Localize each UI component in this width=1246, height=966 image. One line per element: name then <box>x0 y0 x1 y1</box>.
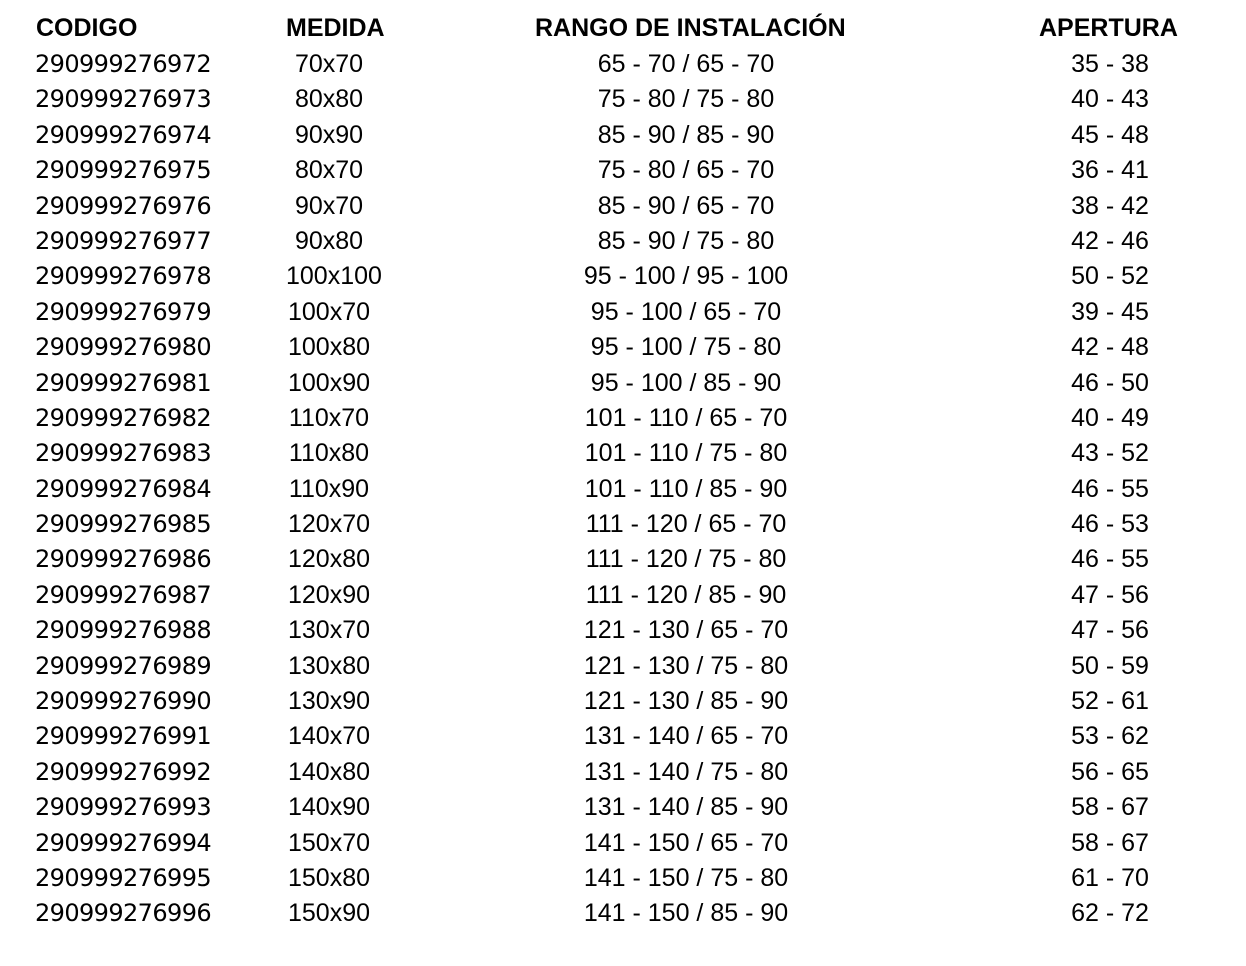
cell-rango-de-instalacion: 131 - 140 / 65 - 70 <box>583 722 789 751</box>
cell-medida: 80x70 <box>294 156 364 185</box>
cell-rango-de-instalacion: 85 - 90 / 85 - 90 <box>597 120 775 149</box>
cell-rango-de-instalacion: 131 - 140 / 85 - 90 <box>583 793 789 822</box>
table-row <box>0 224 1246 259</box>
cell-rango-de-instalacion: 95 - 100 / 85 - 90 <box>590 368 782 397</box>
table-row <box>0 189 1246 224</box>
cell-rango-de-instalacion: 95 - 100 / 95 - 100 <box>583 262 789 291</box>
cell-apertura: 47 - 56 <box>1071 616 1149 645</box>
table-row <box>0 684 1246 719</box>
cell-codigo: 290999276994 <box>35 828 212 857</box>
cell-rango-de-instalacion: 65 - 70 / 65 - 70 <box>597 50 775 78</box>
cell-apertura: 53 - 62 <box>1071 722 1149 751</box>
cell-codigo: 290999276978 <box>35 262 212 291</box>
cell-apertura: 46 - 53 <box>1071 510 1149 539</box>
cell-rango-de-instalacion: 131 - 140 / 75 - 80 <box>583 757 789 786</box>
cell-rango-de-instalacion: 141 - 150 / 75 - 80 <box>583 863 789 892</box>
cell-medida: 90x70 <box>294 191 364 220</box>
table-row <box>0 472 1246 507</box>
cell-rango-de-instalacion: 141 - 150 / 65 - 70 <box>583 828 789 857</box>
table-row <box>0 82 1246 117</box>
table-row <box>0 826 1246 861</box>
cell-rango-de-instalacion: 121 - 130 / 85 - 90 <box>583 687 789 716</box>
table-row <box>0 790 1246 825</box>
header-medida: MEDIDA <box>286 14 385 42</box>
cell-rango-de-instalacion: 111 - 120 / 65 - 70 <box>585 510 787 539</box>
cell-rango-de-instalacion: 75 - 80 / 65 - 70 <box>597 156 775 185</box>
table-row <box>0 436 1246 471</box>
table-row <box>0 153 1246 188</box>
table-body <box>0 47 1246 932</box>
cell-medida: 110x70 <box>288 403 370 432</box>
cell-codigo: 290999276973 <box>35 85 212 114</box>
cell-codigo: 290999276972 <box>35 50 212 78</box>
cell-codigo: 290999276974 <box>35 120 212 149</box>
cell-apertura: 40 - 43 <box>1071 85 1149 114</box>
cell-rango-de-instalacion: 85 - 90 / 65 - 70 <box>597 191 775 220</box>
cell-codigo: 290999276981 <box>35 368 212 397</box>
cell-apertura: 58 - 67 <box>1071 828 1149 857</box>
table-row <box>0 861 1246 896</box>
cell-medida: 130x80 <box>287 651 371 680</box>
cell-medida: 90x80 <box>294 226 364 255</box>
table-row <box>0 507 1246 542</box>
cell-codigo: 290999276977 <box>35 226 212 255</box>
cell-rango-de-instalacion: 101 - 110 / 65 - 70 <box>584 403 788 432</box>
cell-medida: 100x90 <box>287 368 371 397</box>
cell-medida: 140x90 <box>287 793 371 822</box>
cell-apertura: 61 - 70 <box>1071 863 1149 892</box>
cell-apertura: 39 - 45 <box>1071 297 1149 326</box>
table-row <box>0 755 1246 790</box>
table-row <box>0 295 1246 330</box>
table-row <box>0 896 1246 931</box>
cell-rango-de-instalacion: 85 - 90 / 75 - 80 <box>597 226 775 255</box>
cell-medida: 110x90 <box>288 474 370 503</box>
cell-medida: 100x100 <box>286 262 382 291</box>
cell-codigo: 290999276985 <box>35 510 212 539</box>
table-header-row <box>0 10 1246 46</box>
header-rango-de-instalacion: RANGO DE INSTALACIÓN <box>535 14 846 42</box>
cell-medida: 150x90 <box>287 899 371 928</box>
cell-medida: 80x80 <box>294 85 364 114</box>
cell-codigo: 290999276980 <box>35 333 212 362</box>
cell-apertura: 45 - 48 <box>1071 120 1149 149</box>
cell-apertura: 46 - 55 <box>1071 545 1149 574</box>
cell-apertura: 40 - 49 <box>1071 403 1149 432</box>
cell-apertura: 36 - 41 <box>1071 156 1149 185</box>
table-row <box>0 47 1246 82</box>
cell-apertura: 50 - 59 <box>1071 651 1149 680</box>
cell-medida: 100x70 <box>287 297 371 326</box>
cell-rango-de-instalacion: 101 - 110 / 75 - 80 <box>584 439 788 468</box>
cell-medida: 140x80 <box>287 757 371 786</box>
cell-apertura: 56 - 65 <box>1071 757 1149 786</box>
header-codigo: CODIGO <box>36 14 138 42</box>
cell-rango-de-instalacion: 111 - 120 / 85 - 90 <box>585 580 787 609</box>
cell-rango-de-instalacion: 75 - 80 / 75 - 80 <box>597 85 775 114</box>
cell-codigo: 290999276983 <box>35 439 212 468</box>
cell-codigo: 290999276976 <box>35 191 212 220</box>
cell-codigo: 290999276990 <box>35 687 212 716</box>
cell-medida: 120x90 <box>287 580 371 609</box>
cell-apertura: 42 - 46 <box>1071 226 1149 255</box>
cell-codigo: 290999276993 <box>35 793 212 822</box>
cell-apertura: 46 - 50 <box>1071 368 1149 397</box>
table-row <box>0 613 1246 648</box>
cell-apertura: 43 - 52 <box>1071 439 1149 468</box>
cell-medida: 110x80 <box>288 439 370 468</box>
table-row <box>0 401 1246 436</box>
cell-medida: 90x90 <box>294 120 364 149</box>
cell-apertura: 52 - 61 <box>1071 687 1149 716</box>
cell-medida: 150x80 <box>287 863 371 892</box>
table-row <box>0 649 1246 684</box>
cell-apertura: 47 - 56 <box>1071 580 1149 609</box>
cell-codigo: 290999276986 <box>35 545 212 574</box>
cell-codigo: 290999276988 <box>35 616 212 645</box>
table-row <box>0 366 1246 401</box>
cell-codigo: 290999276992 <box>35 757 212 786</box>
cell-apertura: 46 - 55 <box>1071 474 1149 503</box>
cell-rango-de-instalacion: 95 - 100 / 65 - 70 <box>590 297 782 326</box>
table-row <box>0 118 1246 153</box>
cell-codigo: 290999276984 <box>35 474 212 503</box>
table-row <box>0 578 1246 613</box>
table-row <box>0 330 1246 365</box>
cell-medida: 130x70 <box>287 616 371 645</box>
cell-rango-de-instalacion: 121 - 130 / 65 - 70 <box>583 616 789 645</box>
cell-codigo: 290999276995 <box>35 863 212 892</box>
cell-medida: 120x70 <box>287 510 371 539</box>
cell-codigo: 290999276991 <box>35 722 212 751</box>
cell-codigo: 290999276989 <box>35 651 212 680</box>
cell-medida: 130x90 <box>287 687 371 716</box>
cell-rango-de-instalacion: 111 - 120 / 75 - 80 <box>585 545 787 574</box>
table-row <box>0 719 1246 754</box>
cell-codigo: 290999276996 <box>35 899 212 928</box>
header-apertura: APERTURA <box>1039 14 1178 42</box>
cell-medida: 100x80 <box>287 333 371 362</box>
cell-codigo: 290999276975 <box>35 156 212 185</box>
cell-rango-de-instalacion: 101 - 110 / 85 - 90 <box>584 474 788 503</box>
cell-apertura: 50 - 52 <box>1071 262 1149 291</box>
cell-apertura: 35 - 38 <box>1071 50 1149 78</box>
table-row <box>0 542 1246 577</box>
cell-rango-de-instalacion: 95 - 100 / 75 - 80 <box>590 333 782 362</box>
cell-codigo: 290999276979 <box>35 297 212 326</box>
table-row <box>0 259 1246 294</box>
cell-apertura: 58 - 67 <box>1071 793 1149 822</box>
cell-apertura: 38 - 42 <box>1071 191 1149 220</box>
cell-rango-de-instalacion: 121 - 130 / 75 - 80 <box>583 651 789 680</box>
cell-codigo: 290999276987 <box>35 580 212 609</box>
cell-medida: 70x70 <box>294 50 364 78</box>
cell-apertura: 62 - 72 <box>1071 899 1149 928</box>
cell-apertura: 42 - 48 <box>1071 333 1149 362</box>
cell-medida: 140x70 <box>287 722 371 751</box>
cell-medida: 120x80 <box>287 545 371 574</box>
cell-medida: 150x70 <box>287 828 371 857</box>
cell-codigo: 290999276982 <box>35 403 212 432</box>
cell-rango-de-instalacion: 141 - 150 / 85 - 90 <box>583 899 789 928</box>
